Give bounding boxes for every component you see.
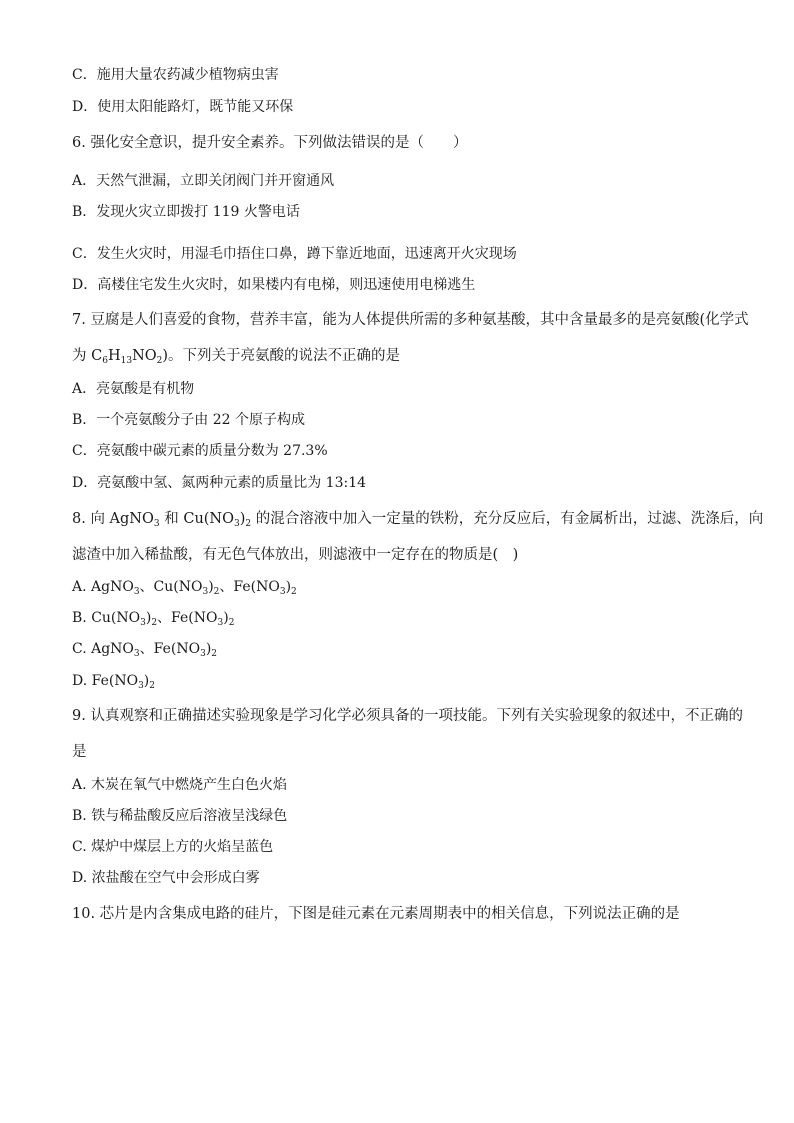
option-7a: A．亮氨酸是有机物 bbox=[72, 381, 195, 397]
option-6d: D．高楼住宅发生火灾时，如果楼内有电梯，则迅速使用电梯逃生 bbox=[72, 277, 476, 293]
option-8b: B. $Cu(NO_3)_2$、$Fe(NO_3)_2$ bbox=[72, 610, 235, 628]
option-9b: B. 铁与稀盐酸反应后溶液呈浅绿色 bbox=[72, 808, 288, 824]
option-7b: B．一个亮氨酸分子由 22 个原子构成 bbox=[72, 412, 306, 428]
option-8d: D. $Fe(NO_3)_2$ bbox=[72, 673, 155, 691]
option-6a: A．天然气泄漏，立即关闭阀门并开窗通风 bbox=[72, 173, 335, 189]
question-8-stem-line-1: 8. 向 AgNO$_3$ 和 $Cu(NO_3)_2$ 的混合溶液中加入一定量的铁粉，充分反应后，有金属析出，过滤、洗涤后，向 bbox=[72, 511, 764, 529]
option-5c: C．施用大量农药减少植物病虫害 bbox=[72, 67, 279, 83]
option-6b: B．发现火灾立即拨打 119 火警电话 bbox=[72, 204, 300, 220]
option-9c: C. 煤炉中煤层上方的火焰呈蓝色 bbox=[72, 839, 274, 855]
option-8a: A. AgNO$_3$、$Cu(NO_3)_2$、$Fe(NO_3)_2$ bbox=[72, 579, 297, 597]
question-9-stem-line-2: 是 bbox=[72, 744, 87, 760]
question-10-stem: 10. 芯片是内含集成电路的硅片，下图是硅元素在元素周期表中的相关信息，下列说法正确的是 bbox=[72, 906, 680, 922]
question-7-stem-line-1: 7. 豆腐是人们喜爱的食物，营养丰富，能为人体提供所需的多种氨基酸，其中含量最多的是亮氨酸(化学式 bbox=[72, 312, 749, 328]
option-5d: D．使用太阳能路灯，既节能又环保 bbox=[72, 99, 294, 115]
option-9d: D. 浓盐酸在空气中会形成白雾 bbox=[72, 870, 260, 886]
question-8-stem-line-2: 滤渣中加入稀盐酸，有无色气体放出，则滤液中一定存在的物质是( ) bbox=[72, 547, 519, 563]
option-9a: A. 木炭在氧气中燃烧产生白色火焰 bbox=[72, 777, 288, 793]
option-6c: C．发生火灾时，用湿毛巾捂住口鼻，蹲下靠近地面，迅速离开火灾现场 bbox=[72, 246, 517, 262]
option-7c: C．亮氨酸中碳元素的质量分数为 27.3% bbox=[72, 443, 328, 459]
option-8c: C. AgNO$_3$、$Fe(NO_3)_2$ bbox=[72, 641, 218, 659]
option-7d: D．亮氨酸中氢、氮两种元素的质量比为 13:14 bbox=[72, 475, 367, 491]
question-7-stem-line-2: 为 $C_6H_{13}NO_2$)。下列关于亮氨酸的说法不正确的是 bbox=[72, 348, 401, 366]
question-6-stem: 6. 强化安全意识，提升安全素养。下列做法错误的是（ ） bbox=[72, 135, 468, 151]
question-9-stem-line-1: 9. 认真观察和正确描述实验现象是学习化学必须具备的一项技能。下列有关实验现象的叙述中，不正确的 bbox=[72, 708, 743, 724]
